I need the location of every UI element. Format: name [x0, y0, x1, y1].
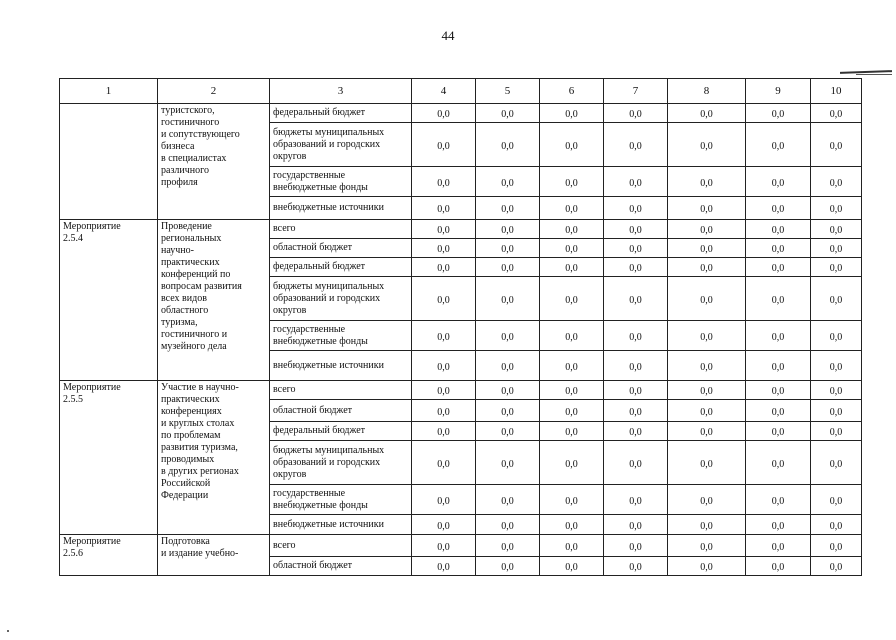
value-cell: 0,0	[476, 400, 540, 422]
value-cell: 0,0	[604, 485, 668, 515]
value-cell: 0,0	[668, 123, 746, 167]
measure-cell: Мероприятие 2.5.5	[60, 381, 158, 535]
value-cell: 0,0	[476, 515, 540, 535]
value-cell: 0,0	[668, 557, 746, 576]
value-cell: 0,0	[811, 422, 862, 441]
measure-cell: Мероприятие 2.5.6	[60, 535, 158, 576]
value-cell: 0,0	[476, 321, 540, 351]
value-cell: 0,0	[811, 400, 862, 422]
value-cell: 0,0	[746, 400, 811, 422]
value-cell: 0,0	[746, 239, 811, 258]
funding-source-cell: внебюджетные источники	[270, 351, 412, 381]
column-header: 2	[158, 79, 270, 104]
column-header: 4	[412, 79, 476, 104]
value-cell: 0,0	[540, 422, 604, 441]
value-cell: 0,0	[476, 351, 540, 381]
value-cell: 0,0	[604, 441, 668, 485]
value-cell: 0,0	[746, 197, 811, 220]
value-cell: 0,0	[668, 220, 746, 239]
header-row	[60, 79, 862, 104]
value-cell: 0,0	[412, 258, 476, 277]
funding-source-cell: государственные внебюджетные фонды	[270, 485, 412, 515]
value-cell: 0,0	[668, 277, 746, 321]
value-cell: 0,0	[746, 515, 811, 535]
value-cell: 0,0	[668, 351, 746, 381]
value-cell: 0,0	[604, 197, 668, 220]
budget-table	[59, 78, 862, 576]
value-cell: 0,0	[540, 400, 604, 422]
value-cell: 0,0	[476, 422, 540, 441]
value-cell: 0,0	[746, 441, 811, 485]
value-cell: 0,0	[540, 557, 604, 576]
value-cell: 0,0	[476, 239, 540, 258]
scan-edge-mark-secondary	[856, 74, 892, 75]
value-cell: 0,0	[604, 123, 668, 167]
value-cell: 0,0	[540, 277, 604, 321]
column-header: 3	[270, 79, 412, 104]
table-row	[60, 220, 862, 239]
value-cell: 0,0	[811, 557, 862, 576]
value-cell: 0,0	[604, 515, 668, 535]
value-cell: 0,0	[540, 197, 604, 220]
value-cell: 0,0	[668, 485, 746, 515]
table-body	[60, 79, 862, 576]
measure-description-cell: Участие в научно- практических конференциях и круглых столах по проблемам развития туризма, проводимых в других регионах Российской Федерации	[158, 381, 270, 535]
value-cell: 0,0	[668, 381, 746, 400]
value-cell: 0,0	[604, 321, 668, 351]
value-cell: 0,0	[412, 422, 476, 441]
value-cell: 0,0	[604, 220, 668, 239]
column-header: 10	[811, 79, 862, 104]
funding-source-cell: федеральный бюджет	[270, 422, 412, 441]
measure-cell: Мероприятие 2.5.4	[60, 220, 158, 381]
value-cell: 0,0	[746, 220, 811, 239]
value-cell: 0,0	[412, 220, 476, 239]
value-cell: 0,0	[604, 258, 668, 277]
value-cell: 0,0	[540, 535, 604, 557]
value-cell: 0,0	[476, 381, 540, 400]
value-cell: 0,0	[540, 381, 604, 400]
funding-source-cell: всего	[270, 381, 412, 400]
funding-source-cell: областной бюджет	[270, 557, 412, 576]
value-cell: 0,0	[746, 104, 811, 123]
value-cell: 0,0	[604, 277, 668, 321]
value-cell: 0,0	[746, 258, 811, 277]
value-cell: 0,0	[811, 167, 862, 197]
value-cell: 0,0	[476, 277, 540, 321]
funding-source-cell: федеральный бюджет	[270, 258, 412, 277]
funding-source-cell: государственные внебюджетные фонды	[270, 321, 412, 351]
table-row	[60, 104, 862, 123]
value-cell: 0,0	[476, 220, 540, 239]
value-cell: 0,0	[412, 123, 476, 167]
funding-source-cell: всего	[270, 220, 412, 239]
value-cell: 0,0	[540, 351, 604, 381]
value-cell: 0,0	[540, 123, 604, 167]
value-cell: 0,0	[746, 535, 811, 557]
value-cell: 0,0	[604, 422, 668, 441]
measure-description-cell: туристского, гостиничного и сопутствующего бизнеса в специалистах различного профиля	[158, 104, 270, 220]
value-cell: 0,0	[412, 381, 476, 400]
value-cell: 0,0	[476, 167, 540, 197]
value-cell: 0,0	[811, 515, 862, 535]
value-cell: 0,0	[604, 400, 668, 422]
table-row	[60, 535, 862, 557]
value-cell: 0,0	[668, 400, 746, 422]
value-cell: 0,0	[746, 123, 811, 167]
value-cell: 0,0	[668, 197, 746, 220]
value-cell: 0,0	[412, 441, 476, 485]
value-cell: 0,0	[604, 239, 668, 258]
value-cell: 0,0	[746, 321, 811, 351]
value-cell: 0,0	[811, 535, 862, 557]
value-cell: 0,0	[412, 400, 476, 422]
value-cell: 0,0	[811, 485, 862, 515]
value-cell: 0,0	[540, 485, 604, 515]
value-cell: 0,0	[811, 381, 862, 400]
value-cell: 0,0	[746, 351, 811, 381]
value-cell: 0,0	[811, 321, 862, 351]
value-cell: 0,0	[746, 422, 811, 441]
value-cell: 0,0	[476, 104, 540, 123]
measure-description-cell: Подготовка и издание учебно-	[158, 535, 270, 576]
value-cell: 0,0	[668, 441, 746, 485]
column-header: 6	[540, 79, 604, 104]
column-header: 8	[668, 79, 746, 104]
value-cell: 0,0	[604, 351, 668, 381]
value-cell: 0,0	[476, 258, 540, 277]
value-cell: 0,0	[412, 104, 476, 123]
value-cell: 0,0	[668, 321, 746, 351]
value-cell: 0,0	[540, 220, 604, 239]
value-cell: 0,0	[746, 557, 811, 576]
value-cell: 0,0	[811, 197, 862, 220]
value-cell: 0,0	[604, 535, 668, 557]
value-cell: 0,0	[811, 351, 862, 381]
measure-description-cell: Проведение региональных научно- практических конференций по вопросам развития всех видов областного туризма, гостиничного и музейного дела	[158, 220, 270, 381]
value-cell: 0,0	[540, 258, 604, 277]
funding-source-cell: внебюджетные источники	[270, 515, 412, 535]
column-header: 1	[60, 79, 158, 104]
value-cell: 0,0	[746, 485, 811, 515]
funding-source-cell: всего	[270, 535, 412, 557]
value-cell: 0,0	[476, 485, 540, 515]
value-cell: 0,0	[412, 167, 476, 197]
value-cell: 0,0	[668, 167, 746, 197]
value-cell: 0,0	[540, 104, 604, 123]
value-cell: 0,0	[811, 239, 862, 258]
value-cell: 0,0	[412, 485, 476, 515]
value-cell: 0,0	[668, 104, 746, 123]
value-cell: 0,0	[476, 197, 540, 220]
funding-source-cell: федеральный бюджет	[270, 104, 412, 123]
value-cell: 0,0	[811, 258, 862, 277]
funding-source-cell: областной бюджет	[270, 400, 412, 422]
value-cell: 0,0	[668, 422, 746, 441]
value-cell: 0,0	[668, 515, 746, 535]
value-cell: 0,0	[746, 381, 811, 400]
funding-source-cell: внебюджетные источники	[270, 197, 412, 220]
value-cell: 0,0	[540, 239, 604, 258]
scan-speck	[7, 630, 9, 632]
value-cell: 0,0	[412, 535, 476, 557]
column-header: 7	[604, 79, 668, 104]
value-cell: 0,0	[604, 381, 668, 400]
value-cell: 0,0	[668, 535, 746, 557]
value-cell: 0,0	[604, 167, 668, 197]
value-cell: 0,0	[668, 239, 746, 258]
value-cell: 0,0	[540, 515, 604, 535]
funding-source-cell: областной бюджет	[270, 239, 412, 258]
value-cell: 0,0	[476, 557, 540, 576]
value-cell: 0,0	[604, 104, 668, 123]
column-header: 5	[476, 79, 540, 104]
value-cell: 0,0	[811, 104, 862, 123]
funding-source-cell: государственные внебюджетные фонды	[270, 167, 412, 197]
value-cell: 0,0	[811, 277, 862, 321]
value-cell: 0,0	[811, 123, 862, 167]
value-cell: 0,0	[746, 277, 811, 321]
value-cell: 0,0	[412, 197, 476, 220]
value-cell: 0,0	[604, 557, 668, 576]
value-cell: 0,0	[412, 515, 476, 535]
value-cell: 0,0	[540, 321, 604, 351]
funding-source-cell: бюджеты муниципальных образований и городских округов	[270, 441, 412, 485]
table-row	[60, 381, 862, 400]
measure-cell	[60, 104, 158, 220]
value-cell: 0,0	[476, 535, 540, 557]
value-cell: 0,0	[540, 441, 604, 485]
value-cell: 0,0	[668, 258, 746, 277]
value-cell: 0,0	[412, 239, 476, 258]
funding-source-cell: бюджеты муниципальных образований и городских округов	[270, 123, 412, 167]
funding-source-cell: бюджеты муниципальных образований и городских округов	[270, 277, 412, 321]
value-cell: 0,0	[476, 123, 540, 167]
value-cell: 0,0	[746, 167, 811, 197]
value-cell: 0,0	[412, 557, 476, 576]
page-number: 44	[441, 28, 455, 43]
value-cell: 0,0	[412, 351, 476, 381]
value-cell: 0,0	[811, 220, 862, 239]
value-cell: 0,0	[476, 441, 540, 485]
value-cell: 0,0	[540, 167, 604, 197]
column-header: 9	[746, 79, 811, 104]
value-cell: 0,0	[811, 441, 862, 485]
value-cell: 0,0	[412, 321, 476, 351]
value-cell: 0,0	[412, 277, 476, 321]
